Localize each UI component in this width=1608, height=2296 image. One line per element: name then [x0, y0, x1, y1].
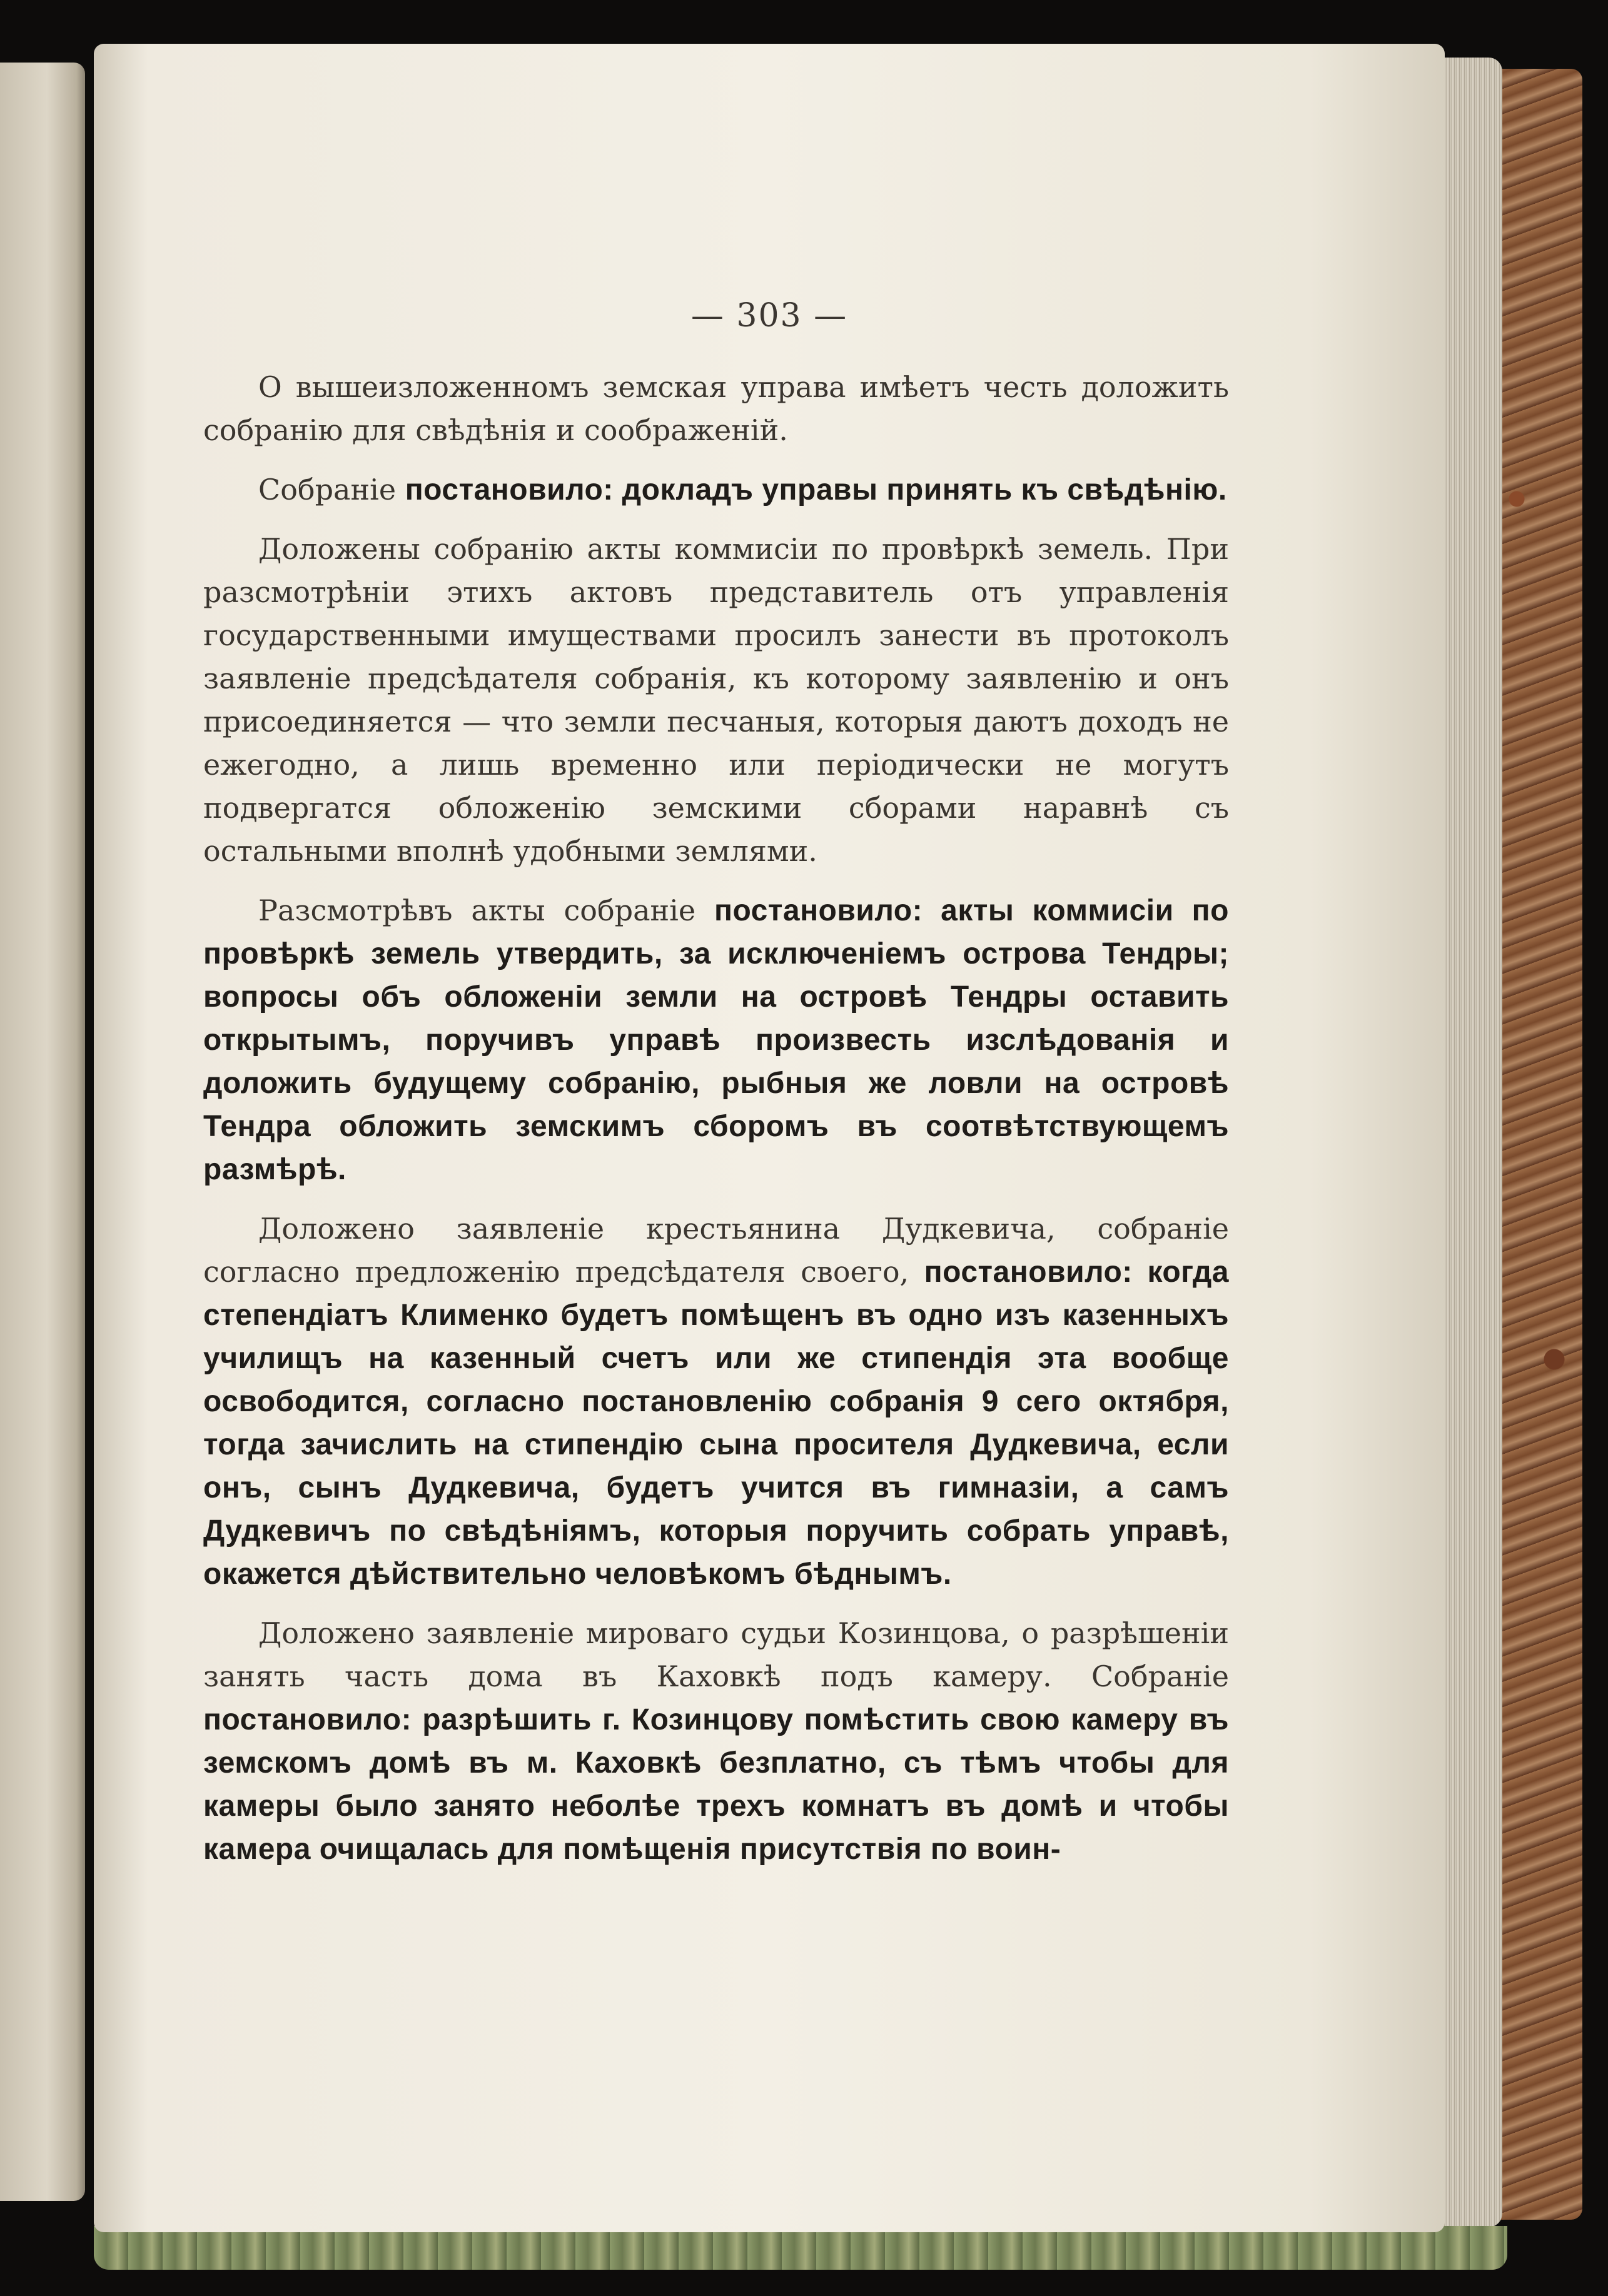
book-cover: [1489, 69, 1582, 2220]
paragraph-text: Доложено заявленіе крестьянина Дудкевича, собраніе согласно предложенію предсѣдателя своего,: [203, 1212, 1229, 1289]
facing-page-edge: [0, 63, 85, 2201]
paragraph-text: Доложено заявленіе мироваго судьи Козинцова, о разрѣшеніи занять часть дома въ Каховкѣ подъ камеру. Собраніе: [203, 1616, 1229, 1693]
paragraph: [203, 889, 1229, 1191]
paragraph: [203, 1612, 1229, 1871]
book-cover-bottom: [94, 2226, 1507, 2270]
paragraph-text: Доложены собранію акты коммисіи по провѣркѣ земель. При разсмотрѣніи этихъ актовъ представитель отъ управленія государственными имуществами просилъ занести въ протоколъ заявленіе предсѣдателя собранія, къ которому заявленію и онъ присоединяется — что земли песчаныя, которыя даютъ доходъ не ежегодно, а лишь временно или періодически не могутъ подвергатся обложенію земскими сборами наравнѣ съ остальными вполнѣ удобными землями.: [203, 532, 1229, 868]
paragraph: [203, 366, 1229, 452]
page-number: — 303 —: [690, 297, 848, 335]
paragraph-text: Разсмотрѣвъ акты собраніе: [258, 894, 696, 927]
paragraph: [203, 528, 1229, 873]
paragraph: [203, 1207, 1229, 1596]
resolution-text: постановило: докладъ управы принять къ свѣдѣнію.: [405, 473, 1227, 506]
paragraph: [203, 468, 1229, 511]
book-page: [94, 44, 1445, 2232]
page-text: [203, 366, 1229, 1887]
paragraph-text: Собраніе: [258, 473, 397, 506]
resolution-text: постановило: разрѣшить г. Козинцову помѣстить свою камеру въ земскомъ домѣ въ м. Каховкѣ безплатно, съ тѣмъ чтобы для камеры было занято неболѣе трехъ комнатъ въ домѣ и чтобы камера очищалась для помѣщенія присутствія по воин-: [203, 1703, 1229, 1866]
resolution-text: постановило: акты коммисіи по провѣркѣ земель утвердить, за исключеніемъ острова Тендры; вопросы объ обложеніи земли на островѣ Тендры оставить открытымъ, поручивъ управѣ произвесть изслѣдованія и доложить будущему собранію, рыбныя же ловли на островѣ Тендра обложить земскимъ сборомъ въ соотвѣтствующемъ размѣрѣ.: [203, 894, 1229, 1186]
paragraph-text: О вышеизложенномъ земская управа имѣетъ честь доложить собранію для свѣдѣнія и соображеній.: [203, 370, 1229, 447]
resolution-text: постановило: когда степендіатъ Клименко будетъ помѣщенъ въ одно изъ казенныхъ училищъ на казенный счетъ или же стипендія эта вообще освободится, согласно постановленію собранія 9 сего октября, тогда зачислить на стипендію сына просителя Дудкевича, если онъ, сынъ Дудкевича, будетъ учится въ гимназіи, а самъ Дудкевичъ по свѣдѣніямъ, которыя поручить собрать управѣ, окажется дѣйствительно человѣкомъ бѣднымъ.: [203, 1256, 1229, 1591]
